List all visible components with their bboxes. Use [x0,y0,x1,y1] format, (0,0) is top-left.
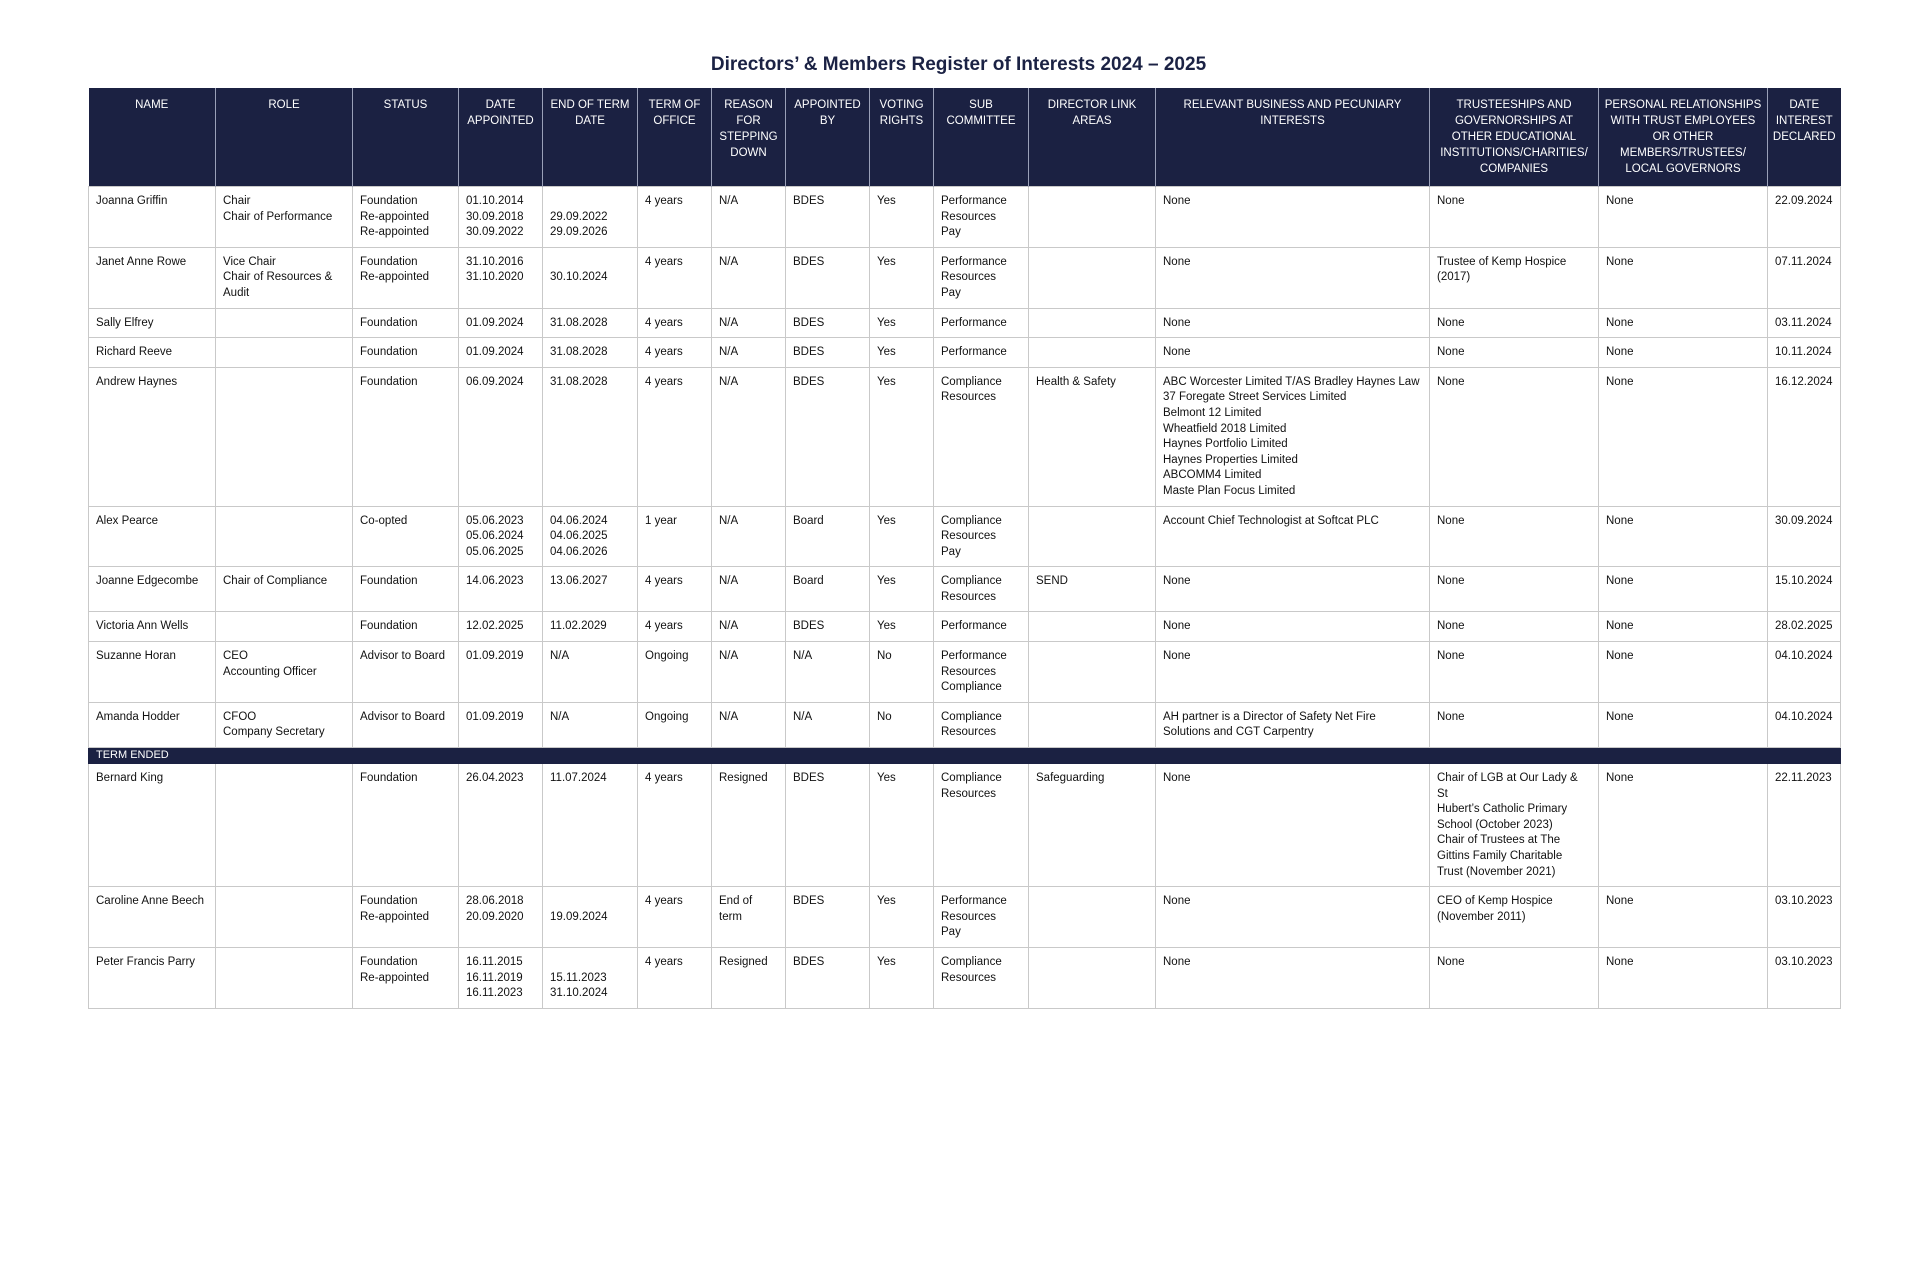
sub-committee-cell: Compliance Resources [934,947,1029,1008]
role-cell: CFOO Company Secretary [216,702,353,747]
relationships-cell: None [1599,947,1768,1008]
name-cell: Joanne Edgecombe [89,567,216,612]
appointed-by-cell: BDES [786,947,870,1008]
link-areas-cell [1029,702,1156,747]
name-cell: Alex Pearce [89,506,216,567]
term-of-office-cell: 4 years [638,764,712,887]
date-declared-cell: 03.10.2023 [1768,947,1841,1008]
name-cell: Suzanne Horan [89,642,216,703]
term-of-office-cell: Ongoing [638,702,712,747]
relationships-cell: None [1599,187,1768,248]
trusteeships-cell: Trustee of Kemp Hospice (2017) [1430,247,1599,308]
voting-rights-cell: Yes [870,567,934,612]
sub-committee-cell: Performance [934,338,1029,368]
trusteeships-cell: Chair of LGB at Our Lady & St Hubert’s Catholic Primary School (October 2023) Chair of Trustees at The Gittins Family Charitable Trust (November 2021) [1430,764,1599,887]
date-declared-cell: 16.12.2024 [1768,367,1841,506]
end-of-term-cell: 31.08.2028 [543,338,638,368]
role-cell [216,367,353,506]
end-of-term-cell: 31.08.2028 [543,367,638,506]
trusteeships-cell: None [1430,187,1599,248]
name-cell: Joanna Griffin [89,187,216,248]
appointed-by-cell: Board [786,567,870,612]
trusteeships-cell: None [1430,947,1599,1008]
role-cell [216,764,353,887]
name-cell: Richard Reeve [89,338,216,368]
appointed-by-cell: BDES [786,338,870,368]
trusteeships-cell: None [1430,338,1599,368]
appointed-by-cell: BDES [786,247,870,308]
trusteeships-cell: None [1430,506,1599,567]
reason-cell: Resigned [712,947,786,1008]
term-of-office-cell: 4 years [638,887,712,948]
status-cell: Foundation [353,764,459,887]
date-appointed-cell: 26.04.2023 [459,764,543,887]
date-declared-cell: 22.11.2023 [1768,764,1841,887]
interests-cell: None [1156,764,1430,887]
trusteeships-cell: None [1430,642,1599,703]
role-cell [216,506,353,567]
term-of-office-cell: 4 years [638,308,712,338]
column-header-reason: REASON FOR STEPPING DOWN [712,88,786,187]
status-cell: Foundation [353,367,459,506]
table-row [89,367,1841,506]
sub-committee-cell: Performance Resources Pay [934,247,1029,308]
interests-cell: None [1156,187,1430,248]
end-of-term-cell: 11.07.2024 [543,764,638,887]
reason-cell: N/A [712,567,786,612]
status-cell: Foundation [353,612,459,642]
trusteeships-cell: None [1430,367,1599,506]
status-cell: Co-opted [353,506,459,567]
reason-cell: End of term [712,887,786,948]
table-row [89,567,1841,612]
relationships-cell: None [1599,247,1768,308]
name-cell: Andrew Haynes [89,367,216,506]
table-row [89,947,1841,1008]
date-appointed-cell: 01.10.2014 30.09.2018 30.09.2022 [459,187,543,248]
date-declared-cell: 22.09.2024 [1768,187,1841,248]
header-row [89,88,1841,187]
trusteeships-cell: None [1430,308,1599,338]
sub-committee-cell: Performance Resources Pay [934,187,1029,248]
reason-cell: N/A [712,702,786,747]
role-cell: CEO Accounting Officer [216,642,353,703]
relationships-cell: None [1599,308,1768,338]
status-cell: Foundation [353,567,459,612]
table-row [89,887,1841,948]
role-cell [216,308,353,338]
link-areas-cell [1029,308,1156,338]
interests-cell: None [1156,947,1430,1008]
interests-cell: AH partner is a Director of Safety Net Fire Solutions and CGT Carpentry [1156,702,1430,747]
status-cell: Foundation Re-appointed [353,887,459,948]
table-row [89,247,1841,308]
voting-rights-cell: Yes [870,247,934,308]
column-header-end-of-term: END OF TERM DATE [543,88,638,187]
appointed-by-cell: BDES [786,764,870,887]
date-appointed-cell: 28.06.2018 20.09.2020 [459,887,543,948]
section-label: TERM ENDED [89,748,1841,764]
term-of-office-cell: Ongoing [638,642,712,703]
interests-cell: None [1156,338,1430,368]
link-areas-cell: Health & Safety [1029,367,1156,506]
trusteeships-cell: None [1430,612,1599,642]
end-of-term-cell: 04.06.2024 04.06.2025 04.06.2026 [543,506,638,567]
column-header-status: STATUS [353,88,459,187]
name-cell: Janet Anne Rowe [89,247,216,308]
status-cell: Foundation [353,308,459,338]
link-areas-cell [1029,947,1156,1008]
date-declared-cell: 30.09.2024 [1768,506,1841,567]
voting-rights-cell: Yes [870,612,934,642]
appointed-by-cell: BDES [786,612,870,642]
role-cell [216,887,353,948]
voting-rights-cell: Yes [870,338,934,368]
reason-cell: Resigned [712,764,786,887]
term-of-office-cell: 4 years [638,338,712,368]
date-declared-cell: 03.11.2024 [1768,308,1841,338]
voting-rights-cell: No [870,702,934,747]
relationships-cell: None [1599,567,1768,612]
table-row [89,506,1841,567]
voting-rights-cell: Yes [870,947,934,1008]
sub-committee-cell: Performance Resources Compliance [934,642,1029,703]
relationships-cell: None [1599,367,1768,506]
appointed-by-cell: BDES [786,308,870,338]
voting-rights-cell: Yes [870,764,934,887]
table-row [89,338,1841,368]
voting-rights-cell: Yes [870,187,934,248]
status-cell: Foundation Re-appointed [353,247,459,308]
link-areas-cell [1029,612,1156,642]
name-cell: Caroline Anne Beech [89,887,216,948]
date-declared-cell: 03.10.2023 [1768,887,1841,948]
name-cell: Amanda Hodder [89,702,216,747]
date-appointed-cell: 01.09.2024 [459,308,543,338]
relationships-cell: None [1599,887,1768,948]
section-divider-row [89,748,1841,764]
appointed-by-cell: BDES [786,367,870,506]
status-cell: Foundation Re-appointed [353,947,459,1008]
term-of-office-cell: 4 years [638,367,712,506]
end-of-term-cell: N/A [543,642,638,703]
voting-rights-cell: No [870,642,934,703]
link-areas-cell: Safeguarding [1029,764,1156,887]
relationships-cell: None [1599,702,1768,747]
term-of-office-cell: 4 years [638,187,712,248]
date-appointed-cell: 31.10.2016 31.10.2020 [459,247,543,308]
relationships-cell: None [1599,612,1768,642]
voting-rights-cell: Yes [870,506,934,567]
column-header-sub-committee: SUB COMMITTEE [934,88,1029,187]
sub-committee-cell: Compliance Resources [934,567,1029,612]
link-areas-cell [1029,506,1156,567]
sub-committee-cell: Compliance Resources [934,764,1029,887]
name-cell: Bernard King [89,764,216,887]
interests-cell: Account Chief Technologist at Softcat PLC [1156,506,1430,567]
column-header-voting-rights: VOTING RIGHTS [870,88,934,187]
voting-rights-cell: Yes [870,887,934,948]
column-header-role: ROLE [216,88,353,187]
date-appointed-cell: 06.09.2024 [459,367,543,506]
status-cell: Advisor to Board [353,642,459,703]
end-of-term-cell: 15.11.2023 31.10.2024 [543,947,638,1008]
table-row [89,187,1841,248]
end-of-term-cell: 30.10.2024 [543,247,638,308]
interests-cell: ABC Worcester Limited T/AS Bradley Haynes Law 37 Foregate Street Services Limited Belmont 12 Limited Wheatfield 2018 Limited Haynes Portfolio Limited Haynes Properties Limited ABCOMM4 Limited Maste Plan Focus Limited [1156,367,1430,506]
end-of-term-cell: 19.09.2024 [543,887,638,948]
sub-committee-cell: Compliance Resources Pay [934,506,1029,567]
sub-committee-cell: Performance [934,612,1029,642]
column-header-date-appointed: DATE APPOINTED [459,88,543,187]
date-declared-cell: 28.02.2025 [1768,612,1841,642]
link-areas-cell [1029,247,1156,308]
appointed-by-cell: N/A [786,702,870,747]
table-row [89,764,1841,887]
end-of-term-cell: 13.06.2027 [543,567,638,612]
date-declared-cell: 15.10.2024 [1768,567,1841,612]
column-header-interests: RELEVANT BUSINESS AND PECUNIARY INTERESTS [1156,88,1430,187]
reason-cell: N/A [712,612,786,642]
trusteeships-cell: None [1430,567,1599,612]
column-header-date-declared: DATE INTEREST DECLARED [1768,88,1841,187]
column-header-appointed-by: APPOINTED BY [786,88,870,187]
date-appointed-cell: 14.06.2023 [459,567,543,612]
term-of-office-cell: 4 years [638,567,712,612]
date-appointed-cell: 12.02.2025 [459,612,543,642]
reason-cell: N/A [712,247,786,308]
appointed-by-cell: BDES [786,187,870,248]
trusteeships-cell: None [1430,702,1599,747]
term-of-office-cell: 4 years [638,612,712,642]
date-appointed-cell: 16.11.2015 16.11.2019 16.11.2023 [459,947,543,1008]
reason-cell: N/A [712,308,786,338]
register-table [88,88,1841,1009]
sub-committee-cell: Compliance Resources [934,367,1029,506]
interests-cell: None [1156,642,1430,703]
date-declared-cell: 04.10.2024 [1768,642,1841,703]
reason-cell: N/A [712,338,786,368]
end-of-term-cell: 31.08.2028 [543,308,638,338]
relationships-cell: None [1599,764,1768,887]
appointed-by-cell: N/A [786,642,870,703]
sub-committee-cell: Performance Resources Pay [934,887,1029,948]
end-of-term-cell: 29.09.2022 29.09.2026 [543,187,638,248]
interests-cell: None [1156,247,1430,308]
reason-cell: N/A [712,642,786,703]
page-title: Directors’ & Members Register of Interests 2024 – 2025 [710,54,1207,75]
role-cell: Chair Chair of Performance [216,187,353,248]
appointed-by-cell: BDES [786,887,870,948]
table-row [89,612,1841,642]
sub-committee-cell: Compliance Resources [934,702,1029,747]
status-cell: Advisor to Board [353,702,459,747]
date-declared-cell: 04.10.2024 [1768,702,1841,747]
name-cell: Peter Francis Parry [89,947,216,1008]
column-header-relationships: PERSONAL RELATIONSHIPS WITH TRUST EMPLOYEES OR OTHER MEMBERS/TRUSTEES/ LOCAL GOVERNORS [1599,88,1768,187]
voting-rights-cell: Yes [870,367,934,506]
date-declared-cell: 10.11.2024 [1768,338,1841,368]
role-cell: Chair of Compliance [216,567,353,612]
role-cell [216,612,353,642]
link-areas-cell [1029,642,1156,703]
table-row [89,642,1841,703]
column-header-term-of-office: TERM OF OFFICE [638,88,712,187]
table-body [89,187,1841,1009]
voting-rights-cell: Yes [870,308,934,338]
role-cell: Vice Chair Chair of Resources & Audit [216,247,353,308]
column-header-trusteeships: TRUSTEESHIPS AND GOVERNORSHIPS AT OTHER EDUCATIONAL INSTITUTIONS/CHARITIES/ COMPANIES [1430,88,1599,187]
term-of-office-cell: 4 years [638,947,712,1008]
column-header-link-areas: DIRECTOR LINK AREAS [1029,88,1156,187]
relationships-cell: None [1599,506,1768,567]
column-header-name: NAME [89,88,216,187]
reason-cell: N/A [712,367,786,506]
end-of-term-cell: 11.02.2029 [543,612,638,642]
interests-cell: None [1156,887,1430,948]
relationships-cell: None [1599,338,1768,368]
end-of-term-cell: N/A [543,702,638,747]
appointed-by-cell: Board [786,506,870,567]
reason-cell: N/A [712,506,786,567]
date-appointed-cell: 01.09.2024 [459,338,543,368]
trusteeships-cell: CEO of Kemp Hospice (November 2011) [1430,887,1599,948]
status-cell: Foundation Re-appointed Re-appointed [353,187,459,248]
date-appointed-cell: 05.06.2023 05.06.2024 05.06.2025 [459,506,543,567]
interests-cell: None [1156,308,1430,338]
link-areas-cell [1029,887,1156,948]
interests-cell: None [1156,612,1430,642]
reason-cell: N/A [712,187,786,248]
term-of-office-cell: 1 year [638,506,712,567]
role-cell [216,338,353,368]
date-appointed-cell: 01.09.2019 [459,702,543,747]
name-cell: Victoria Ann Wells [89,612,216,642]
term-of-office-cell: 4 years [638,247,712,308]
relationships-cell: None [1599,642,1768,703]
role-cell [216,947,353,1008]
sub-committee-cell: Performance [934,308,1029,338]
link-areas-cell [1029,187,1156,248]
date-appointed-cell: 01.09.2019 [459,642,543,703]
link-areas-cell: SEND [1029,567,1156,612]
name-cell: Sally Elfrey [89,308,216,338]
status-cell: Foundation [353,338,459,368]
date-declared-cell: 07.11.2024 [1768,247,1841,308]
table-row [89,308,1841,338]
table-row [89,702,1841,747]
table-header [89,88,1841,187]
interests-cell: None [1156,567,1430,612]
link-areas-cell [1029,338,1156,368]
